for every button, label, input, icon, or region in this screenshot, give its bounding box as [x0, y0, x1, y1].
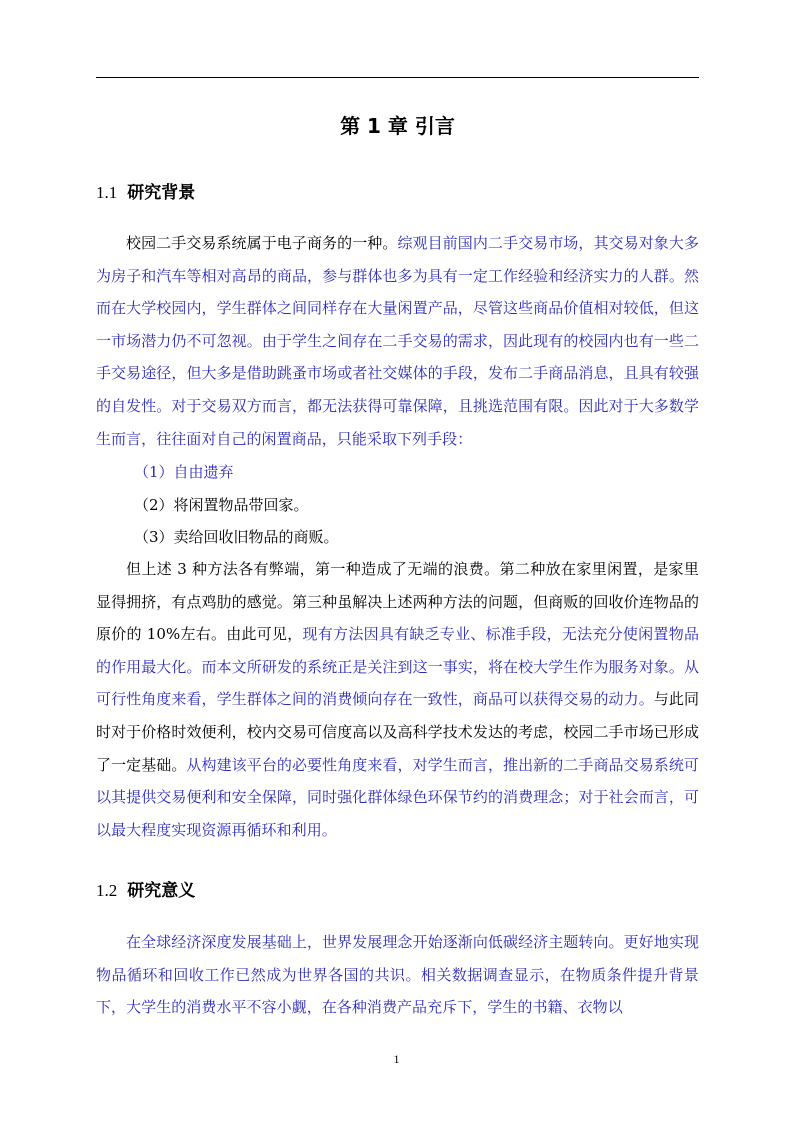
paragraph-text: 校园二手交易系统属于电子商务的一种。	[126, 234, 398, 252]
paragraph-text-highlight: 综观目前国内二手交易市场，其交易对象大多为房子和汽车等相对高昂的商品，参与群体也多为具有一定工作经验和经济实力的人群。然而在大学校园内，学生群体之间同样存在大量闲置产品，尽管这些商品价值相对较低，但这一市场潜力仍不可忽视。由于学生之间存在二手交易的需求，因此现有的校园内也有一些二手交易途径，但大多是借助跳蚤市场或者社交媒体的手段，发布二手商品消息，且具有较强的自发性。对于交易双方而言，都无法获得可靠保障，且挑选范围有限。因此对于大多数学生而言，往往面对自己的闲置商品，只能采取下列手段：	[96, 234, 699, 448]
chapter-title: 第 1 章 引言	[340, 114, 455, 138]
paragraph-significance	[96, 926, 699, 1024]
section-heading-1-2	[96, 876, 195, 901]
list-item: （1）自由遗弃	[134, 463, 234, 481]
section-heading-1-1	[96, 178, 195, 203]
section-title: 研究意义	[127, 881, 196, 901]
paragraph-background	[96, 227, 699, 455]
header-rule	[96, 77, 699, 78]
paragraph-text-highlight: 在全球经济深度发展基础上，世界发展理念开始逐渐向低碳经济主题转向。更好地实现物品循环和回收工作已然成为世界各国的共识。相关数据调查显示，在物质条件提升背景下，大学生的消费水平不容小觑，在各种消费产品充斥下，学生的书籍、衣物以	[96, 933, 699, 1017]
section-number: 1.1	[96, 183, 118, 202]
list-item: （3）卖给回收旧物品的商贩。	[134, 528, 339, 546]
paragraph-methods	[96, 553, 699, 846]
section-number: 1.2	[96, 881, 118, 900]
paragraph-text: 与此同时对于价格时效便利，校内交易可信度高以及高科学技术发达的考虑，校园二手市场已形成了一定基础。	[96, 690, 699, 774]
paragraph-text-highlight: 从构建该平台的必要性角度来看，对学生而言，推出新的二手商品交易系统可以其提供交易便利和安全保障，同时强化群体绿色环保节约的消费理念；对于社会而言，可以最大程度实现资源再循环和利用。	[96, 755, 699, 839]
paragraph-text: 但上述 3 种方法各有弊端，第一种造成了无端的浪费。第二种放在家里闲置，是家里显得拥挤，有点鸡肋的感觉。第三种虽解决上述两种方法的问题，但商贩的回收价连物品的原价的 10%左右。由此可见，	[96, 560, 699, 644]
paragraph-text-highlight: 现有方法因具有缺乏专业、标准手段，无法充分使闲置物品的作用最大化。而本文所研发的系统正是关注到这一事实，将在校大学生作为服务对象。从可行性角度来看，学生群体之间的消费倾向存在一致性，商品可以获得交易的动力。	[96, 625, 699, 709]
page-number: 1	[393, 1052, 400, 1066]
list-item: （2）将闲置物品带回家。	[134, 496, 309, 514]
section-title: 研究背景	[127, 183, 196, 203]
